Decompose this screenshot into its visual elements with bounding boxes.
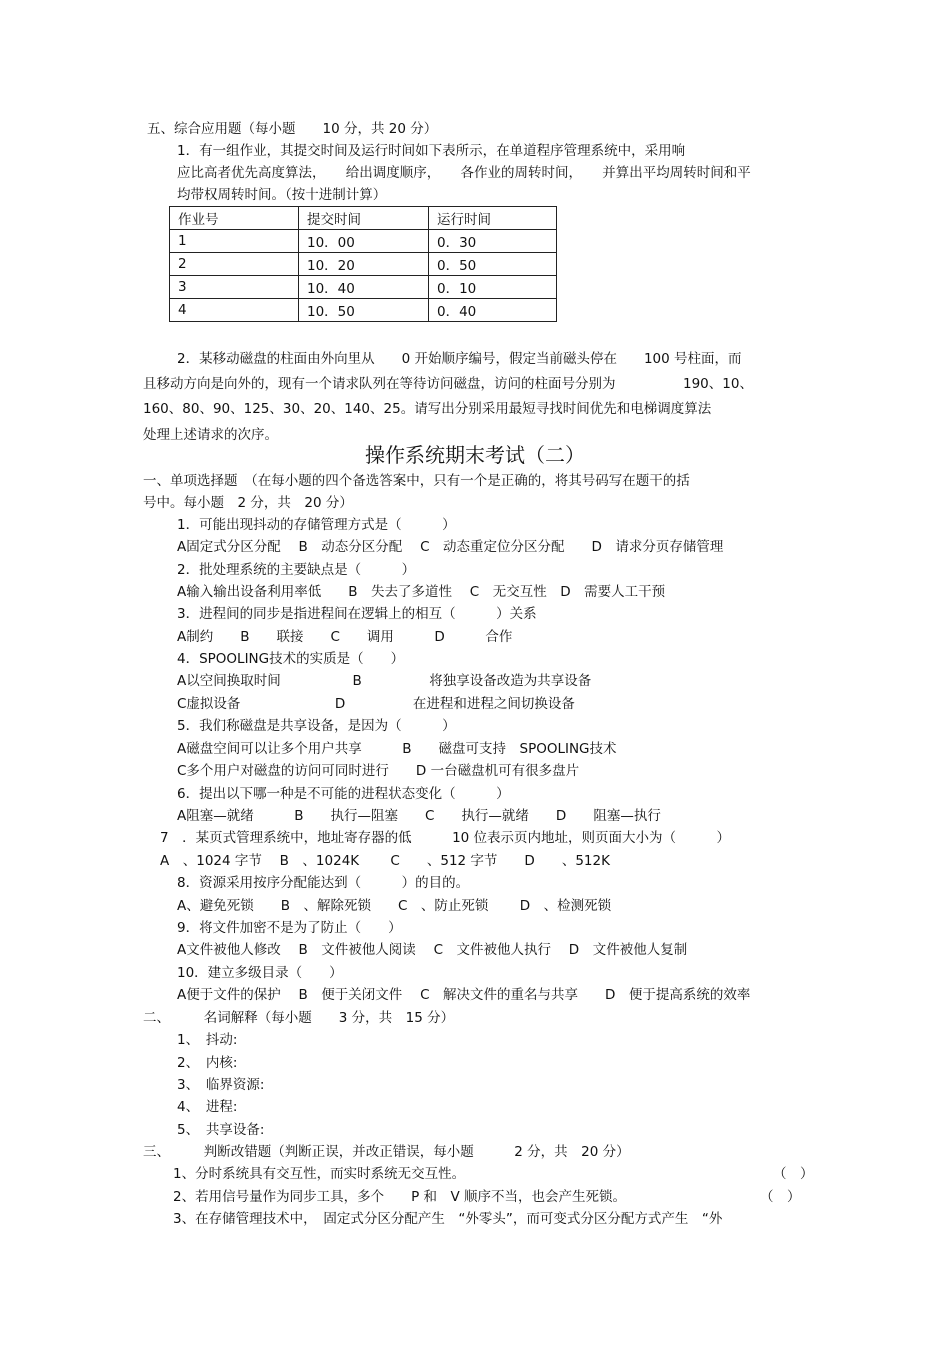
table-cell: 10．40 [299, 276, 429, 299]
section5-heading: 五、综合应用题（每小题 10 分，共 20 分） [147, 121, 438, 137]
table-cell: 0．10 [429, 276, 557, 299]
q2-line2: 且移动方向是向外的，现有一个请求队列在等待访问磁盘，访问的柱面号分别为 190、10、 [143, 376, 753, 392]
options-line: C虚拟设备 D 在进程和进程之间切换设备 [177, 696, 575, 712]
answer-bracket: （ ） [760, 1189, 801, 1205]
question-line: 5．我们称磁盘是共享设备，是因为（ ） [177, 718, 456, 734]
term-item: 1、 抖动: [177, 1032, 238, 1048]
section2-heading: 二、 名词解释（每小题 3 分，共 15 分） [143, 1010, 455, 1026]
table-cell: 10．00 [299, 230, 429, 253]
table-cell: 4 [170, 299, 299, 322]
table-cell: 10．20 [299, 253, 429, 276]
options-line: A阻塞—就绪 B 执行—阻塞 C 执行—就绪 D 阻塞—执行 [177, 808, 661, 824]
question-line: 6．提出以下哪一种是不可能的进程状态变化（ ） [177, 786, 510, 802]
question-line: 8．资源采用按序分配能达到（ ）的目的。 [177, 875, 470, 891]
q2-line1: 2．某移动磁盘的柱面由外向里从 0 开始顺序编号，假定当前磁头停在 100 号柱面，而 [177, 351, 742, 367]
question-line: 9．将文件加密不是为了防止（ ） [177, 920, 402, 936]
question-line: 3．进程间的同步是指进程间在逻辑上的相互（ ）关系 [177, 606, 537, 622]
exam-title: 操作系统期末考试（二） [365, 443, 585, 467]
q2-line4: 处理上述请求的次序。 [143, 427, 278, 443]
table-cell: 1 [170, 230, 299, 253]
table-cell: 10．50 [299, 299, 429, 322]
table-row [170, 230, 557, 253]
table-cell: 2 [170, 253, 299, 276]
options-line: A固定式分区分配 B 动态分区分配 C 动态重定位分区分配 D 请求分页存储管理 [177, 539, 724, 555]
table-cell: 0．30 [429, 230, 557, 253]
table-cell: 0．50 [429, 253, 557, 276]
options-line: A以空间换取时间 B 将独享设备改造为共享设备 [177, 673, 592, 689]
table-row [170, 299, 557, 322]
section1-heading-line2: 号中。每小题 2 分，共 20 分） [143, 495, 353, 511]
options-line: A磁盘空间可以让多个用户共享 B 磁盘可支持 SPOOLING技术 [177, 741, 617, 757]
question-line: 1．可能出现抖动的存储管理方式是（ ） [177, 517, 456, 533]
q1-line3: 均带权周转时间。（按十进制计算） [177, 187, 387, 203]
q2-line3: 160、80、90、125、30、20、140、25。请写出分别采用最短寻找时间优先和电梯调度算法 [143, 401, 712, 417]
options-line: A、避免死锁 B 、解除死锁 C 、防止死锁 D 、检测死锁 [177, 898, 612, 914]
options-line: A文件被他人修改 B 文件被他人阅读 C 文件被他人执行 D 文件被他人复制 [177, 942, 688, 958]
table-header: 运行时间 [429, 207, 557, 230]
section3-heading: 三、 判断改错题（判断正误，并改正错误，每小题 2 分，共 20 分） [143, 1144, 630, 1160]
options-line: C多个用户对磁盘的访问可同时进行 D 一台磁盘机可有很多盘片 [177, 763, 580, 779]
q1-line1: 1．有一组作业，其提交时间及运行时间如下表所示，在单道程序管理系统中，采用响 [177, 143, 686, 159]
judge-item: 3、在存储管理技术中， 固定式分区分配产生 “外零头”，而可变式分区分配方式产生 “外 [173, 1211, 723, 1227]
options-line: A 、1024 字节 B 、1024K C 、512 字节 D 、512K [160, 853, 610, 869]
table-row [170, 253, 557, 276]
table-cell: 0．40 [429, 299, 557, 322]
term-item: 4、 进程: [177, 1099, 238, 1115]
options-line: A输入输出设备利用率低 B 失去了多道性 C 无交互性 D 需要人工干预 [177, 584, 666, 600]
table-header-row [170, 207, 557, 230]
table-cell: 3 [170, 276, 299, 299]
term-item: 3、 临界资源: [177, 1077, 265, 1093]
options-line: A便于文件的保护 B 便于关闭文件 C 解决文件的重名与共享 D 便于提高系统的效率 [177, 987, 751, 1003]
q1-line2: 应比高者优先高度算法， 给出调度顺序， 各作业的周转时间， 并算出平均周转时间和平 [177, 165, 751, 181]
term-item: 2、 内核: [177, 1055, 238, 1071]
section1-heading-line1: 一、单项选择题 （在每小题的四个备选答案中，只有一个是正确的，将其号码写在题干的括 [143, 473, 690, 489]
judge-item: 1、分时系统具有交互性，而实时系统无交互性。 [173, 1166, 466, 1182]
question-line: 7 ．某页式管理系统中，地址寄存器的低 10 位表示页内地址，则页面大小为（ ） [160, 830, 731, 846]
table-row [170, 276, 557, 299]
answer-bracket: （ ） [773, 1166, 814, 1182]
table-header: 提交时间 [299, 207, 429, 230]
jobs-table [169, 206, 557, 322]
question-line: 10．建立多级目录（ ） [177, 965, 343, 981]
term-item: 5、 共享设备: [177, 1122, 265, 1138]
options-line: A制约 B 联接 C 调用 D 合作 [177, 629, 513, 645]
question-line: 4．SPOOLING技术的实质是（ ） [177, 651, 405, 667]
judge-item: 2、若用信号量作为同步工具，多个 P 和 V 顺序不当，也会产生死锁。 [173, 1189, 627, 1205]
question-line: 2．批处理系统的主要缺点是（ ） [177, 562, 416, 578]
table-header: 作业号 [170, 207, 299, 230]
